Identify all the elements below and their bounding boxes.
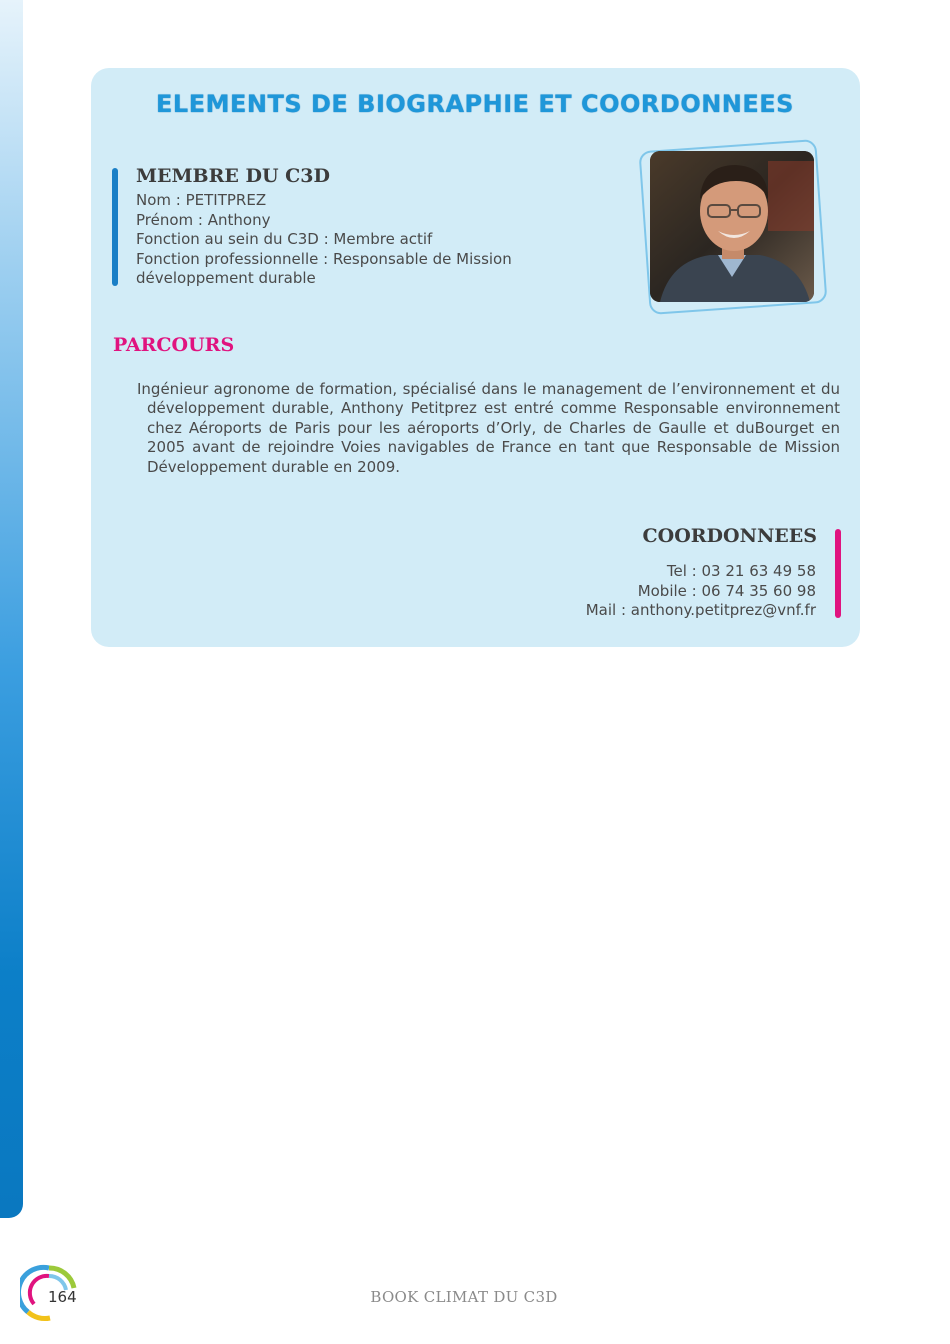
coord-mobile: Mobile : 06 74 35 60 98: [637, 581, 816, 600]
portrait-illustration: [650, 151, 814, 302]
coord-mail: Mail : anthony.petitprez@vnf.fr: [585, 601, 816, 619]
page-number: 164: [48, 1288, 77, 1306]
member-fonction-c3d: Fonction au sein du C3D : Membre actif: [136, 230, 433, 248]
side-color-band: [0, 0, 23, 1218]
member-fonction-pro: Fonction professionnelle : Responsable de Mission développement durable: [136, 249, 512, 287]
member-section: [136, 165, 631, 289]
member-portrait-photo: [650, 151, 814, 302]
footer-title: BOOK CLIMAT DU C3D: [370, 1288, 558, 1306]
coordonnees-section: [586, 562, 816, 621]
member-accent-bar: [112, 168, 118, 286]
member-prenom: Prénom : Anthony: [136, 210, 271, 229]
parcours-text: Ingénieur agronome de formation, spécialisé dans le management de l’environnement et du développement durable, Anthony Petitprez est entré comme Responsable environnement chez Aéroports de Paris pour les aéroports d’Orly, de Charles de Gaulle et duBourget en 2005 avant de rejoindre Voies navigables de France en tant que Responsable de Mission Développement durable en 2009.: [137, 380, 840, 476]
coord-tel: Tel : 03 21 63 49 58: [666, 562, 816, 580]
parcours-heading: PARCOURS: [113, 334, 235, 356]
coord-accent-bar: [835, 529, 841, 618]
member-heading: MEMBRE DU C3D: [136, 165, 330, 187]
member-nom: Nom : PETITPREZ: [136, 191, 267, 209]
coordonnees-heading: COORDONNEES: [642, 525, 817, 547]
page-title: ELEMENTS DE BIOGRAPHIE ET COORDONNEES: [156, 90, 794, 118]
